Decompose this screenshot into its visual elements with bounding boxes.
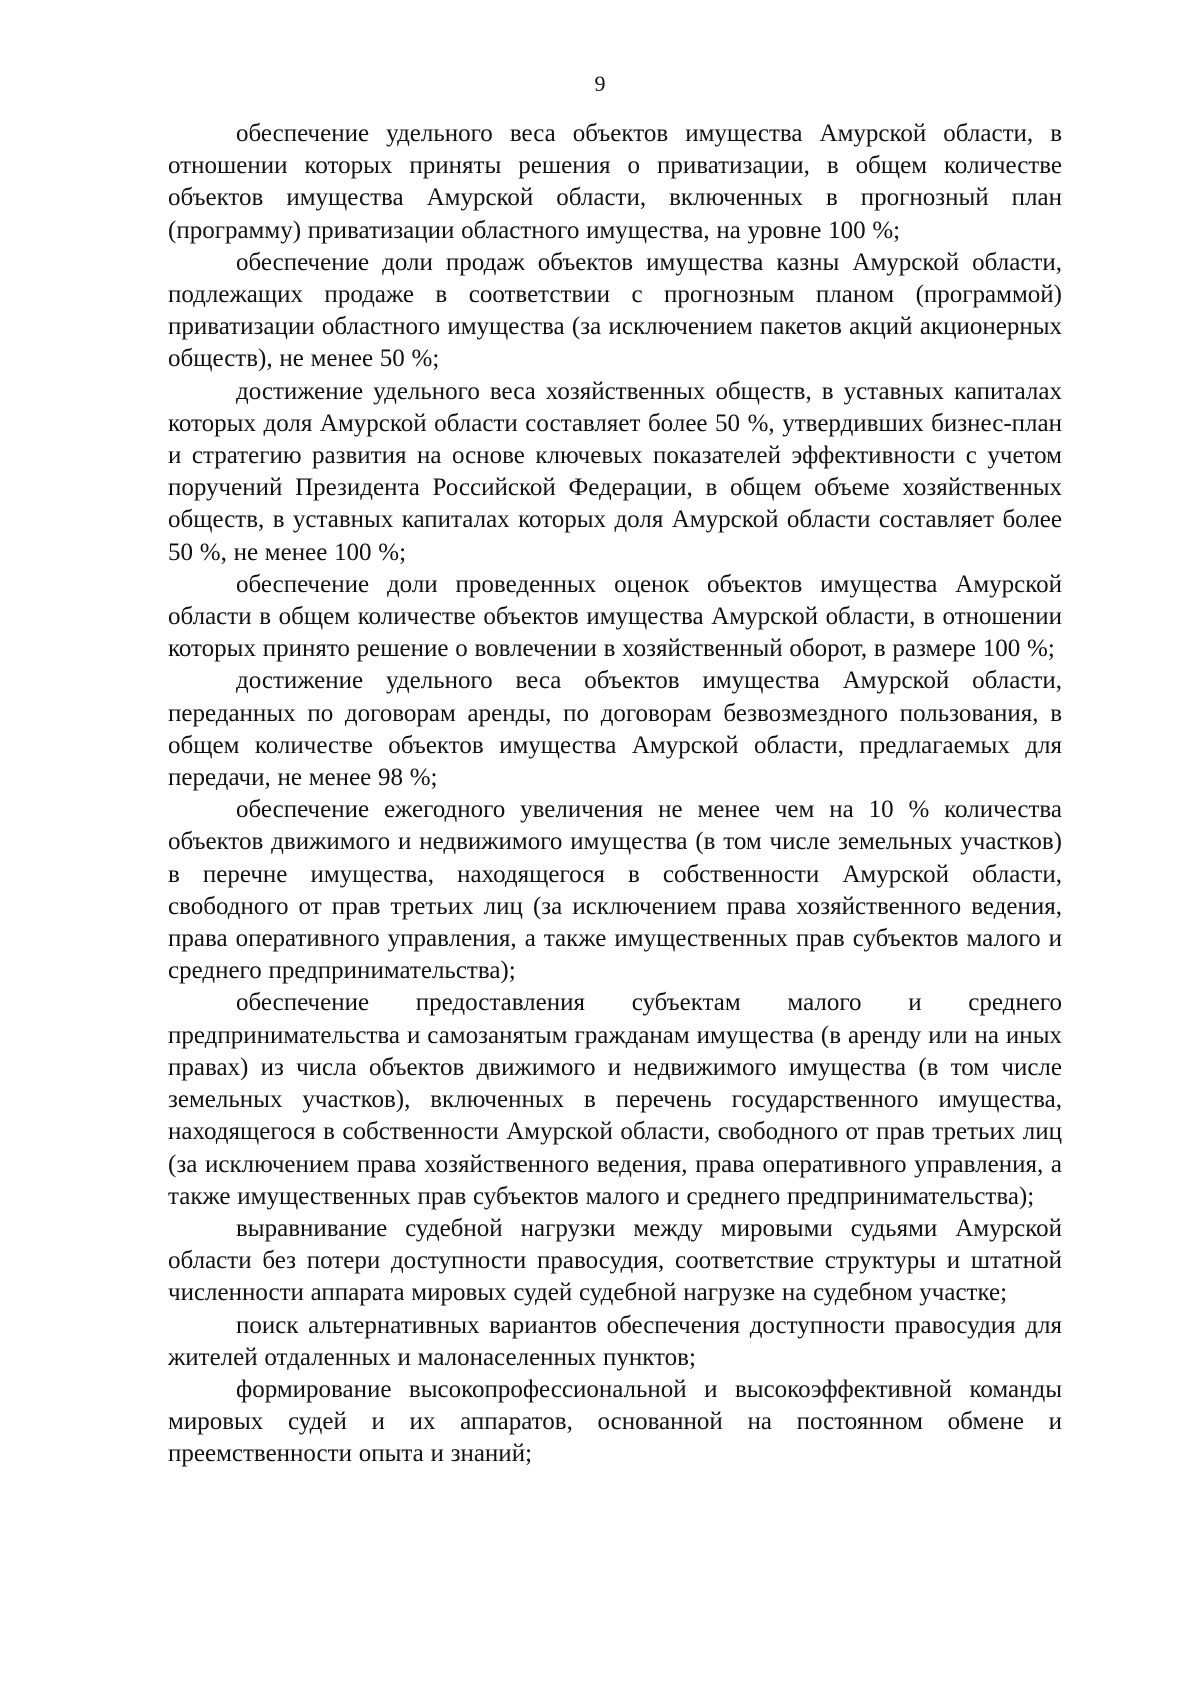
page-number: 9 xyxy=(594,71,606,96)
paragraph-justice-accessibility: поиск альтернативных вариантов обеспечения доступности правосудия для жителей отдаленных и малонаселенных пунктов; xyxy=(168,1311,1062,1371)
paragraph-judges-team: формирование высокопрофессиональной и высокоэффективной команды мировых судей и их аппаратов, основанной на постоянном обмене и преемственности опыта и знаний; xyxy=(168,1375,1062,1468)
paragraph-business-plans: достижение удельного веса хозяйственных обществ, в уставных капиталах которых доля Амурской области составляет более 50 %, утвердивших бизнес-план и стратегию развития на основе ключевых показателей эффективности с учетом поручений Президента Российской Федерации, в общем объеме хозяйственных обществ, в уставных капиталах которых доля Амурской области составляет более 50 %, не менее 100 %; xyxy=(168,377,1062,566)
paragraph-sme-property-provision: обеспечение предоставления субъектам малого и среднего предпринимательства и самозанятым гражданам имущества (в аренду или на иных правах) из числа объектов движимого и недвижимого имущества (в том числе земельных участков), включенных в перечень государственного имущества, находящегося в собственности Амурской области, свободного от прав третьих лиц (за исключением права хозяйственного ведения, права оперативного управления, а также имущественных прав субъектов малого и среднего предпринимательства); xyxy=(168,989,1062,1210)
document-body xyxy=(168,118,1062,1471)
paragraph-lease-transfers: достижение удельного веса объектов имущества Амурской области, переданных по договорам аренды, по договорам безвозмездного пользования, в общем количестве объектов имущества Амурской области, предлагаемых для передачи, не менее 98 %; xyxy=(168,667,1062,792)
paragraph-treasury-sales: обеспечение доли продаж объектов имущества казны Амурской области, подлежащих продаже в соответствии с прогнозным планом (программой) приватизации областного имущества (за исключением пакетов акций акционерных обществ), не менее 50 %; xyxy=(168,248,1062,373)
paragraph-judicial-workload: выравнивание судебной нагрузки между мировыми судьями Амурской области без потери доступности правосудия, соответствие структуры и штатной численности аппарата мировых судей судебной нагрузке на судебном участке; xyxy=(168,1214,1062,1307)
paragraph-property-valuations: обеспечение доли проведенных оценок объектов имущества Амурской области в общем количестве объектов имущества Амурской области, в отношении которых принято решение о вовлечении в хозяйственный оборот, в размере 100 %; xyxy=(168,570,1062,663)
paragraph-property-list-growth: обеспечение ежегодного увеличения не менее чем на 10 % количества объектов движимого и недвижимого имущества (в том числе земельных участков) в перечне имущества, находящегося в собственности Амурской области, свободного от прав третьих лиц (за исключением права хозяйственного ведения, права оперативного управления, а также имущественных прав субъектов малого и среднего предпринимательства); xyxy=(168,796,1062,985)
paragraph-privatization-decisions: обеспечение удельного веса объектов имущества Амурской области, в отношении которых приняты решения о приватизации, в общем количестве объектов имущества Амурской области, включенных в прогнозный план (программу) приватизации областного имущества, на уровне 100 %; xyxy=(168,120,1062,244)
